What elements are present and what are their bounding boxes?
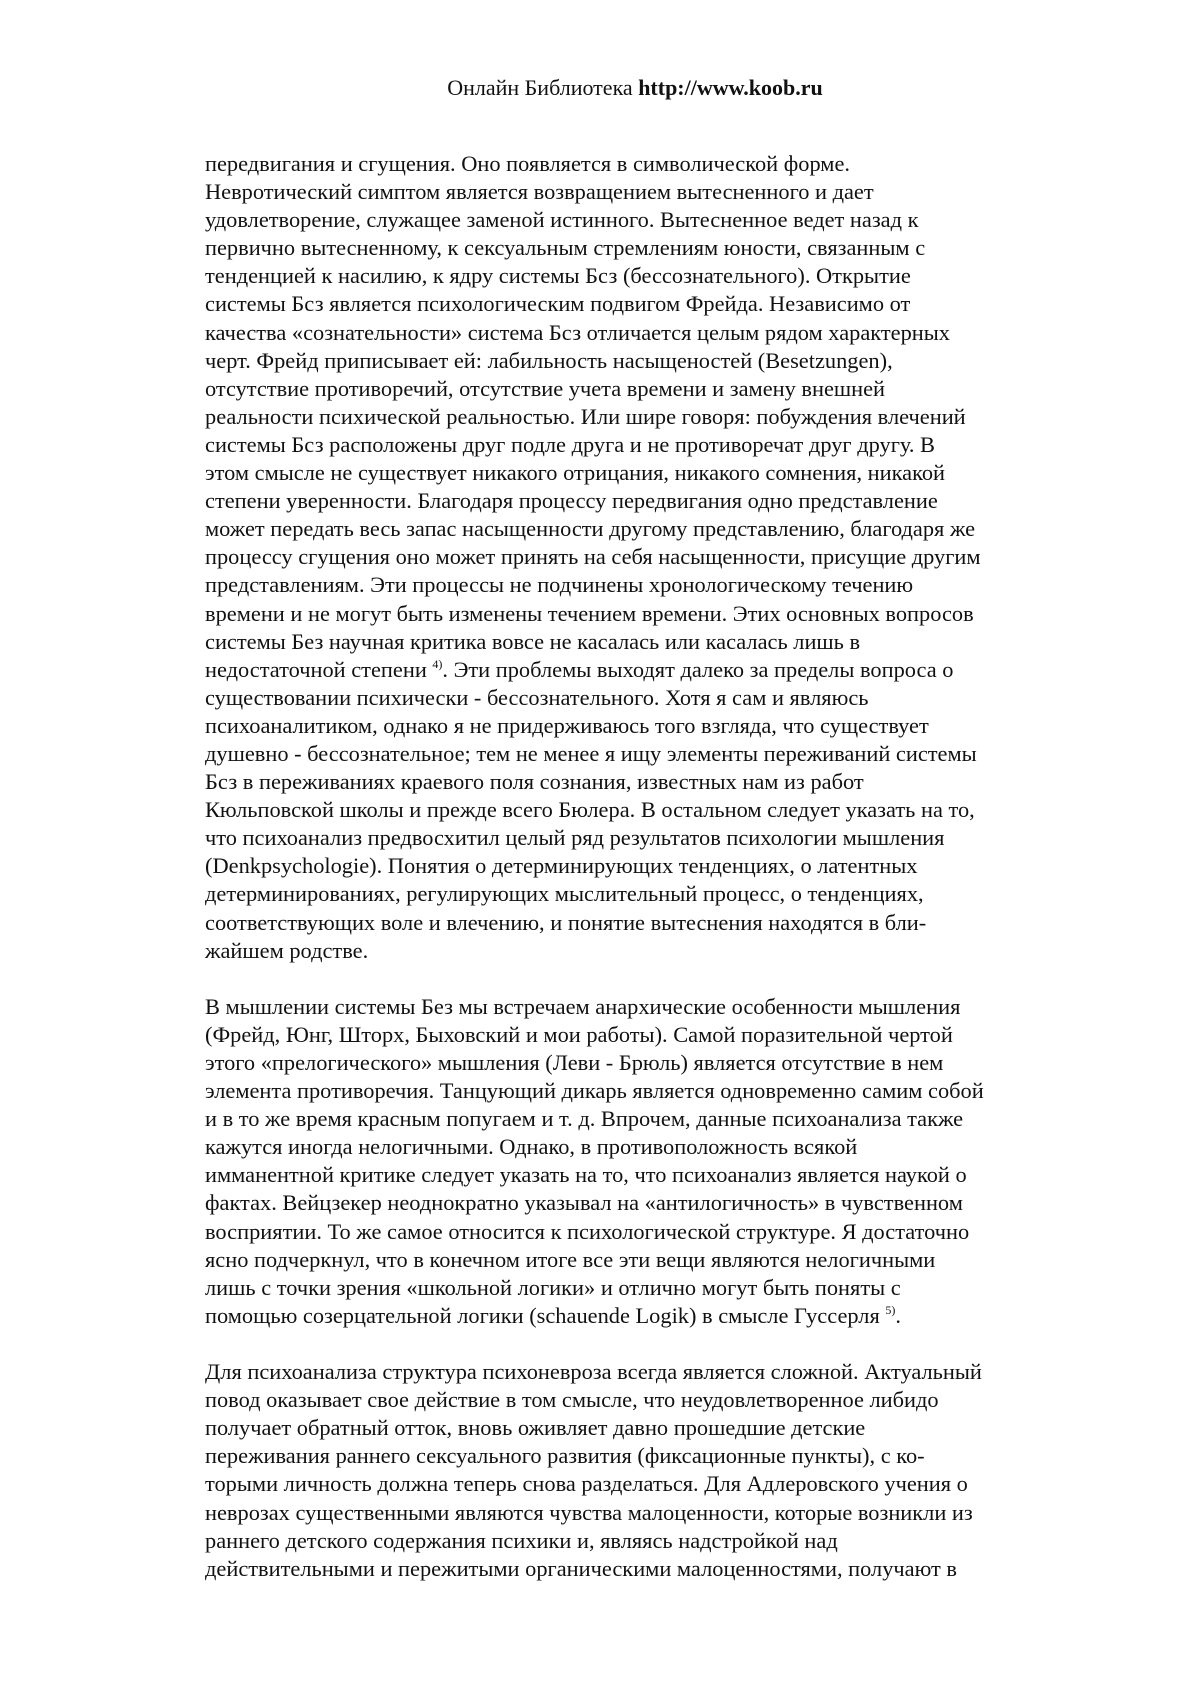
text-line <box>205 571 1065 599</box>
text-line <box>205 206 1065 234</box>
text-line <box>205 1414 1065 1442</box>
text-segment: соответствующих воле и влечению, и понятие вытеснения находятся в бли- <box>205 909 927 935</box>
text-line <box>205 684 1065 712</box>
text-line <box>205 459 1065 487</box>
text-line <box>205 150 1065 178</box>
text-line <box>205 1386 1065 1414</box>
text-line <box>205 796 1065 824</box>
text-segment: элемента противоречия. Танцующий дикарь является одновременно самим собой <box>205 1078 984 1104</box>
text-segment: получает обратный отток, вновь оживляет давно прошедшие детские <box>205 1415 866 1441</box>
text-segment: (Фрейд, Юнг, Шторх, Быховский и мои работы). Самой поразительной чертой <box>205 1021 953 1047</box>
text-segment: передвигания и сгущения. Оно появляется в символической форме. <box>205 151 851 176</box>
text-line <box>205 740 1065 768</box>
document-body <box>205 150 1065 1583</box>
text-line <box>205 375 1065 403</box>
text-segment: раннего детского содержания психики и, являясь надстройкой над <box>205 1527 838 1553</box>
text-segment: качества «сознательности» система Бсз отличается целым рядом характерных <box>205 319 950 345</box>
text-segment: . Эти проблемы выходят далеко за пределы вопроса о <box>442 656 954 682</box>
text-segment: торыми личность должна теперь снова разделаться. Для Адлеровского учения о <box>205 1471 968 1497</box>
text-line <box>205 1470 1065 1498</box>
text-segment: восприятии. То же самое относится к психологической структуре. Я достаточно <box>205 1218 970 1244</box>
library-url[interactable]: http://www.koob.ru <box>638 75 823 100</box>
footnote-marker[interactable]: 4) <box>432 656 443 671</box>
text-segment: отсутствие противоречий, отсутствие учета времени и замену внешней <box>205 375 886 401</box>
page-header <box>0 73 1200 103</box>
footnote-marker[interactable]: 5) <box>885 1302 896 1317</box>
text-line <box>205 1133 1065 1161</box>
text-line <box>205 1442 1065 1470</box>
text-line <box>205 937 1065 965</box>
text-segment: недостаточной степени <box>205 656 433 682</box>
text-line <box>205 712 1065 740</box>
text-segment: психоаналитиком, однако я не придерживаюсь того взгляда, что существует <box>205 712 929 738</box>
text-line <box>205 347 1065 375</box>
text-segment: имманентной критике следует указать на то, что психоанализ является наукой о <box>205 1162 967 1188</box>
text-line <box>205 1021 1065 1049</box>
text-line <box>205 1077 1065 1105</box>
text-segment: реальности психической реальностью. Или шире говоря: побуждения влечений <box>205 403 966 429</box>
text-line <box>205 600 1065 628</box>
text-segment: этом смысле не существует никакого отрицания, никакого сомнения, никакой <box>205 460 946 486</box>
text-line <box>205 880 1065 908</box>
text-segment: детерминированиях, регулирующих мыслительный процесс, о тенденциях, <box>205 881 924 907</box>
text-line <box>205 1246 1065 1274</box>
text-line <box>205 403 1065 431</box>
text-line <box>205 1218 1065 1246</box>
text-line <box>205 234 1065 262</box>
text-line <box>205 178 1065 206</box>
text-line <box>205 909 1065 937</box>
text-segment: переживания раннего сексуального развития (фиксационные пункты), с ко- <box>205 1443 925 1469</box>
text-segment: этого «прелогического» мышления (Леви - Брюль) является отсутствие в нем <box>205 1050 944 1075</box>
text-segment: тенденцией к насилию, к ядру системы Бсз (бессознательного). Открытие <box>205 263 911 289</box>
text-line <box>205 1161 1065 1189</box>
text-line <box>205 628 1065 656</box>
text-segment: и в то же время красным попугаем и т. д. Впрочем, данные психоанализа также <box>205 1106 964 1132</box>
text-segment: удовлетворение, служащее заменой истинного. Вытесненное ведет назад к <box>205 207 919 233</box>
text-line <box>205 1555 1065 1583</box>
text-segment: ясно подчеркнул, что в конечном итоге все эти вещи являются нелогичными <box>205 1246 936 1272</box>
text-line <box>205 515 1065 543</box>
text-line <box>205 290 1065 318</box>
text-segment: кажутся иногда нелогичными. Однако, в противоположность всякой <box>205 1134 858 1160</box>
text-segment: представлениям. Эти процессы не подчинены хронологическому течению <box>205 572 914 598</box>
text-segment: системы Бсз является психологическим подвигом Фрейда. Независимо от <box>205 291 911 317</box>
text-segment: может передать весь запас насыщенности другому представлению, благодаря же <box>205 516 976 542</box>
text-segment: (Denkpsychologie). Понятия о детерминирующих тенденциях, о латентных <box>205 853 918 879</box>
text-line <box>205 431 1065 459</box>
paragraph-gap <box>205 1330 1065 1358</box>
text-line <box>205 543 1065 571</box>
text-segment: Кюльповской школы и прежде всего Бюлера. В остальном следует указать на то, <box>205 797 975 823</box>
text-line <box>205 262 1065 290</box>
paragraph <box>205 993 1065 1330</box>
text-segment: действительными и пережитыми органическими малоценностями, получают в <box>205 1555 957 1581</box>
text-segment: системы Без научная критика вовсе не касалась или касалась лишь в <box>205 628 861 654</box>
library-name: Онлайн Библиотека <box>447 75 633 100</box>
text-segment: . <box>895 1302 901 1328</box>
text-segment: неврозах существенными являются чувства малоценности, которые возникли из <box>205 1499 973 1525</box>
text-line <box>205 852 1065 880</box>
text-segment: времени и не могут быть изменены течением времени. Этих основных вопросов <box>205 600 974 626</box>
text-segment: черт. Фрейд приписывает ей: лабильность насыщеностей (Besetzungen), <box>205 347 893 373</box>
text-segment: системы Бсз расположены друг подле друга и не противоречат друг другу. В <box>205 431 935 457</box>
text-line <box>205 993 1065 1021</box>
text-segment: существовании психически - бессознательного. Хотя я сам и являюсь <box>205 684 869 710</box>
paragraph <box>205 1358 1065 1583</box>
text-line <box>205 768 1065 796</box>
text-segment: Для психоанализа структура психоневроза всегда является сложной. Актуальный <box>205 1359 982 1385</box>
text-line <box>205 1049 1065 1077</box>
text-segment: душевно - бессознательное; тем не менее я ищу элементы переживаний системы <box>205 740 977 766</box>
text-segment: Бсз в переживаниях краевого поля сознания, известных нам из работ <box>205 769 864 795</box>
text-segment: помощью созерцательной логики (schauende Logik) в смысле Гуссерля <box>205 1302 886 1328</box>
text-segment: первично вытесненному, к сексуальным стремлениям юности, связанным с <box>205 235 926 261</box>
text-line <box>205 487 1065 515</box>
text-line <box>205 1274 1065 1302</box>
text-segment: В мышлении системы Без мы встречаем анархические особенности мышления <box>205 993 961 1019</box>
text-line <box>205 1499 1065 1527</box>
text-segment: лишь с точки зрения «школьной логики» и отлично могут быть поняты с <box>205 1274 901 1300</box>
paragraph-gap <box>205 965 1065 993</box>
text-line <box>205 824 1065 852</box>
text-line <box>205 1302 1065 1330</box>
paragraph <box>205 150 1065 965</box>
text-segment: фактах. Вейцзекер неоднократно указывал на «антилогичность» в чувственном <box>205 1190 963 1216</box>
text-segment: что психоанализ предвосхитил целый ряд результатов психологии мышления <box>205 825 945 851</box>
text-line <box>205 656 1065 684</box>
text-segment: процессу сгущения оно может принять на себя насыщенности, присущие другим <box>205 544 981 570</box>
text-line <box>205 1527 1065 1555</box>
text-line <box>205 1358 1065 1386</box>
text-line <box>205 319 1065 347</box>
text-segment: Невротический симптом является возвращением вытесненного и дает <box>205 179 874 205</box>
text-segment: степени уверенности. Благодаря процессу передвигания одно представление <box>205 488 938 514</box>
text-line <box>205 1189 1065 1217</box>
text-line <box>205 1105 1065 1133</box>
text-segment: жайшем родстве. <box>205 937 369 963</box>
text-segment: повод оказывает свое действие в том смысле, что неудовлетворенное либидо <box>205 1387 939 1413</box>
